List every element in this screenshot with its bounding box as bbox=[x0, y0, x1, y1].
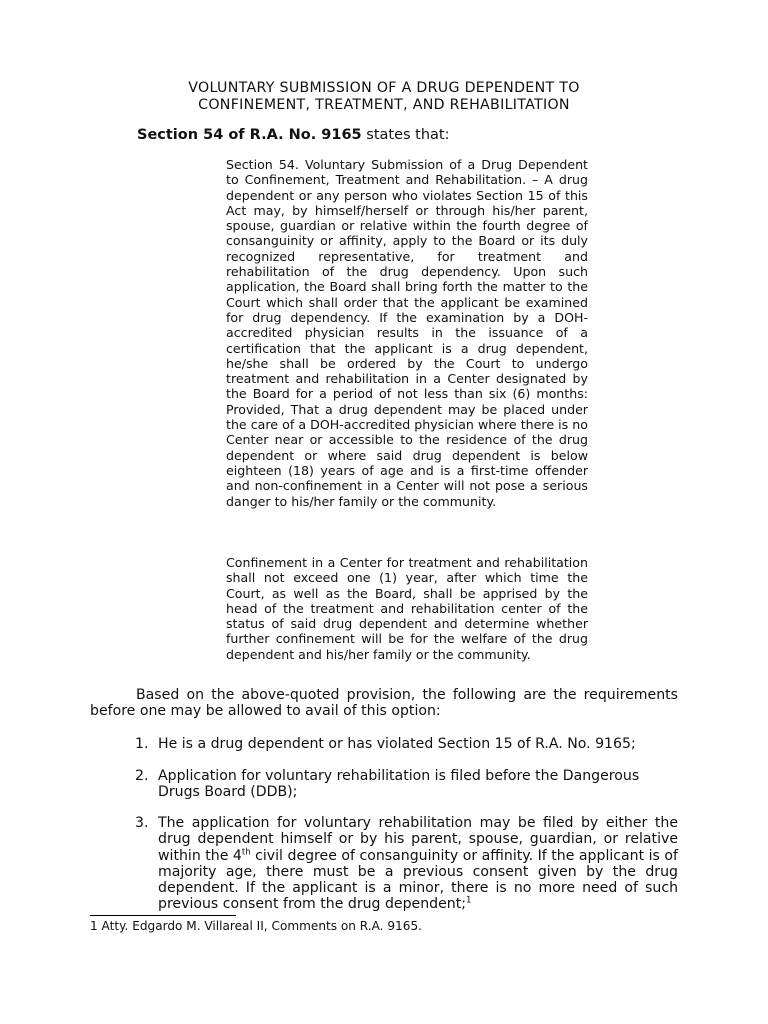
requirement-number: 3. bbox=[135, 815, 149, 831]
ordinal-superscript: th bbox=[241, 846, 251, 857]
quoted-section-paragraph-2: Confinement in a Center for treatment and rehabilitation shall not exceed one (1) year, after which time the Court, as well as the Board, shall be apprised by the head of the treatment and rehabilitation center of the status of said drug dependent and determine whether further confinement will be for the welfare of the drug dependent and his/her family or the community. bbox=[226, 555, 588, 662]
intro-rest: states that: bbox=[361, 127, 450, 143]
document-title bbox=[90, 80, 678, 114]
requirement-text bbox=[158, 815, 678, 913]
footnote-reference: 1 bbox=[465, 895, 472, 906]
intro-citation: Section 54 of R.A. No. 9165 bbox=[137, 127, 362, 143]
requirement-text-part-a: The application for voluntary rehabilitation may be filed by either the drug dependent himself or by his parent, spouse, guardian, or relative within the 4 bbox=[158, 815, 678, 864]
requirement-text: Application for voluntary rehabilitation is filed before the Dangerous Drugs Board (DDB); bbox=[158, 768, 640, 801]
requirement-item-3 bbox=[135, 815, 678, 913]
title-line-2: CONFINEMENT, TREATMENT, AND REHABILITATION bbox=[198, 97, 570, 113]
intro-line bbox=[137, 126, 450, 144]
requirement-number: 2. bbox=[135, 768, 149, 784]
requirement-item-2 bbox=[135, 768, 678, 801]
requirement-text-part-b: civil degree of consanguinity or affinity. If the applicant is of majority age, there must be a previous consent given by the drug dependent. If the applicant is a minor, there is no more need of such previous consent from the drug dependent; bbox=[158, 847, 678, 913]
requirement-item-1 bbox=[135, 736, 678, 752]
requirement-text: He is a drug dependent or has violated Section 15 of R.A. No. 9165; bbox=[158, 736, 636, 752]
footnote: 1 Atty. Edgardo M. Villareal II, Comments on R.A. 9165. bbox=[90, 919, 422, 933]
footnote-divider bbox=[90, 915, 236, 916]
quoted-section-paragraph-1: Section 54. Voluntary Submission of a Drug Dependent to Confinement, Treatment and Rehabilitation. – A drug dependent or any person who violates Section 15 of this Act may, by himself/herself or through his/her parent, spouse, guardian or relative within the fourth degree of consanguinity or affinity, apply to the Board or its duly recognized representative, for treatment and rehabilitation of the drug dependency. Upon such application, the Board shall bring forth the matter to the Court which shall order that the applicant be examined for drug dependency. If the examination by a DOH-accredited physician results in the issuance of a certification that the applicant is a drug dependent, he/she shall be ordered by the Court to undergo treatment and rehabilitation in a Center designated by the Board for a period of not less than six (6) months: Provided, That a drug dependent may be placed under the care of a DOH-accredited physician where there is no Center near or accessible to the residence of the drug dependent or where said drug dependent is below eighteen (18) years of age and is a first-time offender and non-confinement in a Center will not pose a serious danger to his/her family or the community. bbox=[226, 157, 588, 509]
body-paragraph: Based on the above-quoted provision, the following are the requirements before one may be allowed to avail of this option: bbox=[90, 687, 678, 719]
requirement-number: 1. bbox=[135, 736, 149, 752]
title-line-1: VOLUNTARY SUBMISSION OF A DRUG DEPENDENT TO bbox=[188, 80, 580, 96]
